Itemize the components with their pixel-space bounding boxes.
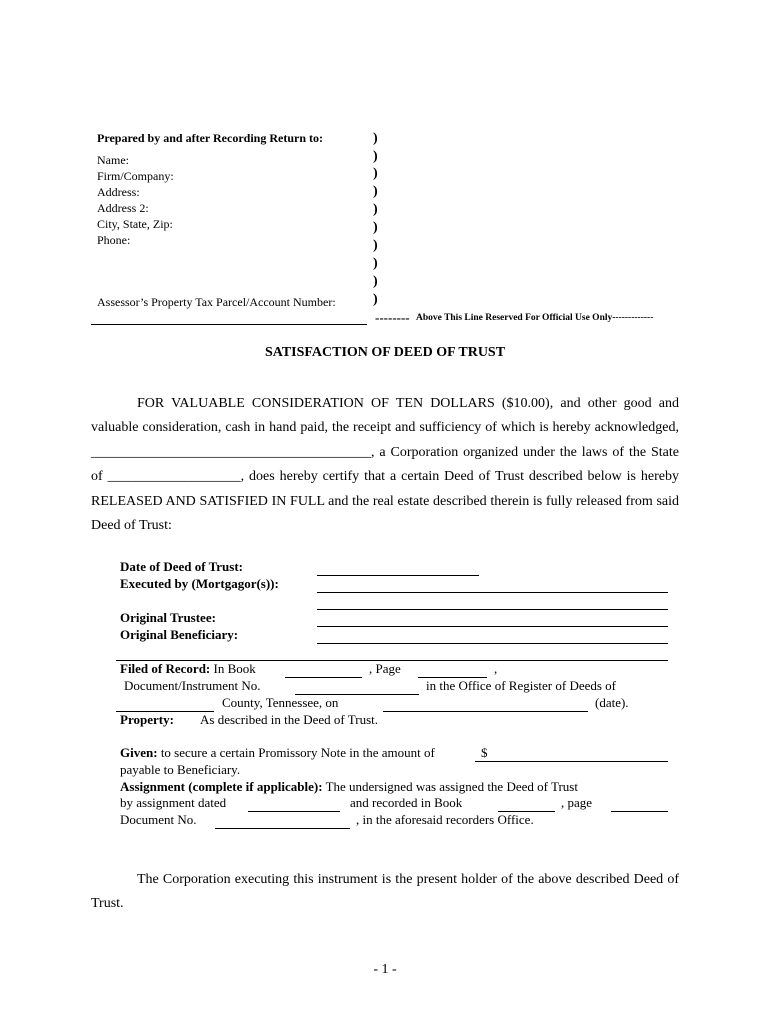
date-of-deed-field[interactable] — [317, 575, 479, 576]
paren: ) — [373, 184, 378, 199]
executed-by-field-2[interactable] — [317, 609, 668, 610]
assignment-row — [120, 779, 578, 795]
recorded-in-book-label: and recorded in Book — [350, 795, 463, 810]
intro-line: FOR VALUABLE CONSIDERATION OF TEN DOLLARS ($10.00), and other good and — [137, 396, 679, 411]
return-to-label: Prepared by and after Recording Return to: — [97, 131, 323, 145]
recorders-office-text: , in the aforesaid recorders Office. — [356, 812, 534, 827]
payable-text: payable to Beneficiary. — [120, 762, 241, 777]
closing-line: The Corporation executing this instrument is the present holder of the above described Deed of — [137, 872, 679, 887]
page-number: - 1 - — [373, 962, 397, 977]
intro-line: Deed of Trust: — [91, 518, 172, 533]
county-tennessee-label: County, Tennessee, on — [222, 695, 339, 710]
given-row — [120, 745, 435, 761]
date-label: (date). — [595, 695, 629, 710]
assignment-label: Assignment (complete if applicable): — [120, 779, 323, 794]
executed-by-field[interactable] — [317, 592, 668, 593]
property-label: Property: — [120, 712, 174, 727]
address-label: Address: — [97, 185, 140, 199]
assignment-page-label: , page — [561, 795, 593, 810]
intro-line: RELEASED AND SATISFIED IN FULL and the real estate described therein is fully released from said — [91, 494, 679, 509]
assignment-date-field[interactable] — [248, 811, 340, 812]
beneficiary-label: Original Beneficiary: — [120, 627, 239, 642]
page-comma: , — [494, 661, 498, 676]
paren: ) — [373, 166, 378, 181]
paren: ) — [373, 131, 378, 146]
paren: ) — [373, 256, 378, 271]
paren: ) — [373, 292, 378, 307]
document-instrument-label: Document/Instrument No. — [124, 678, 261, 693]
header-rule — [91, 324, 367, 325]
address2-label: Address 2: — [97, 201, 149, 215]
paren: ) — [373, 202, 378, 217]
intro-line: of ___________________, does hereby certify that a certain Deed of Trust described below is hereby — [91, 469, 679, 484]
name-label: Name: — [97, 153, 129, 167]
intro-line: valuable consideration, cash in hand paid, the receipt and sufficiency of which is hereby acknowledged, — [91, 420, 679, 435]
trustee-field[interactable] — [317, 626, 668, 627]
phone-label: Phone: — [97, 233, 131, 247]
dollar-sign: $ — [481, 745, 488, 760]
filed-of-record-row — [120, 661, 256, 677]
assignment-document-label: Document No. — [120, 812, 197, 827]
book-field[interactable] — [285, 677, 362, 678]
city-state-zip-label: City, State, Zip: — [97, 217, 173, 231]
trustee-label: Original Trustee: — [120, 610, 216, 625]
executed-by-label: Executed by (Mortgagor(s)): — [120, 576, 279, 591]
document-title: SATISFACTION OF DEED OF TRUST — [264, 345, 506, 360]
recording-date-field[interactable] — [383, 711, 588, 712]
paren: ) — [373, 238, 378, 253]
assignment-text: The undersigned was assigned the Deed of Trust — [325, 779, 578, 794]
assignment-dated-label: by assignment dated — [120, 795, 227, 810]
page-label: , Page — [369, 661, 401, 676]
paren: ) — [373, 274, 378, 289]
reserved-dashes: -------- — [375, 310, 410, 325]
given-label: Given: — [120, 745, 158, 760]
closing-line: Trust. — [91, 896, 124, 911]
intro-line: ________________________________________, a Corporation organized under the laws of the State — [91, 445, 679, 460]
given-text: to secure a certain Promissory Note in the amount of — [160, 745, 435, 760]
parcel-label: Assessor’s Property Tax Parcel/Account Number: — [97, 295, 336, 309]
assignment-document-field[interactable] — [215, 828, 350, 829]
in-book-label: In Book — [213, 661, 256, 676]
assignment-page-field[interactable] — [611, 811, 668, 812]
amount-field[interactable] — [475, 761, 668, 762]
date-of-deed-label: Date of Deed of Trust: — [120, 559, 243, 574]
paren: ) — [373, 149, 378, 164]
register-office-label: in the Office of Register of Deeds of — [426, 678, 617, 693]
paren: ) — [373, 220, 378, 235]
reserved-notice: Above This Line Reserved For Official Use Only------------- — [416, 313, 654, 323]
filed-of-record-label: Filed of Record: — [120, 661, 211, 676]
property-value: As described in the Deed of Trust. — [200, 712, 379, 727]
beneficiary-field[interactable] — [317, 643, 668, 644]
firm-label: Firm/Company: — [97, 169, 174, 183]
